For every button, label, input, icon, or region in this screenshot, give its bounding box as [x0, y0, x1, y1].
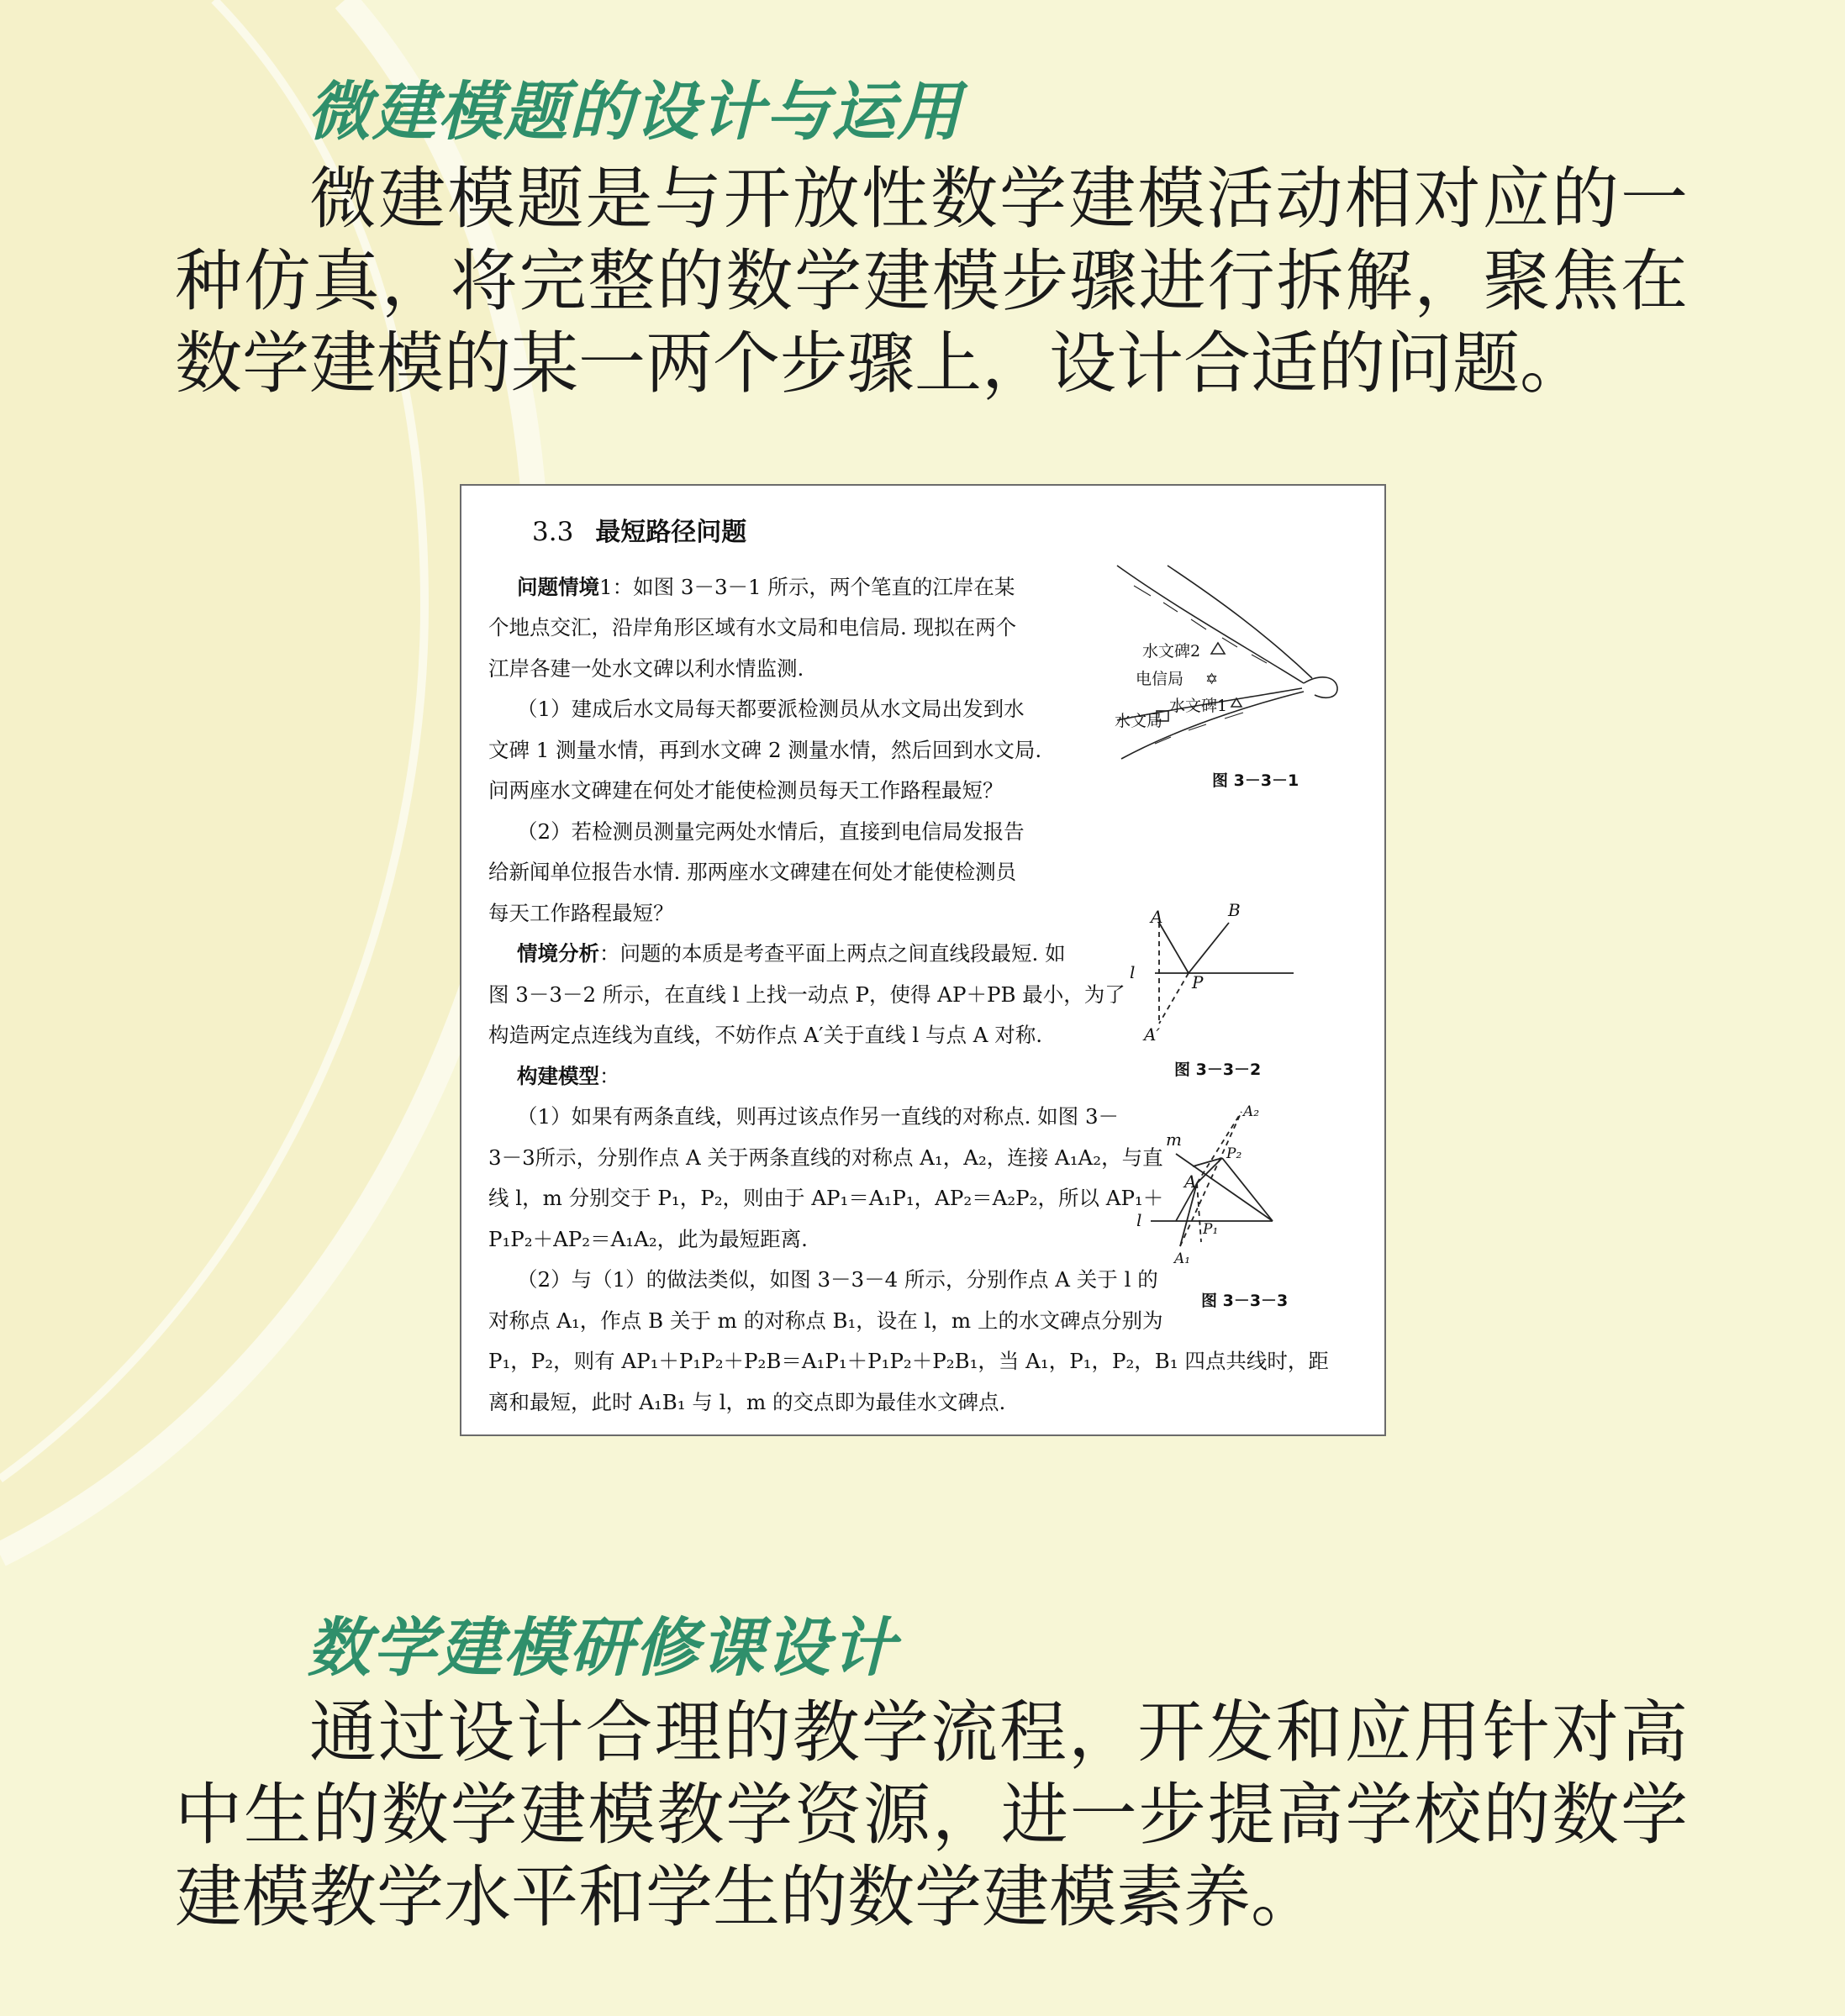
- doc-line: 3－3所示，分别作点 A 关于两条直线的对称点 A₁，A₂，连接 A₁A₂，与直: [488, 1145, 1163, 1170]
- heading-title: 最短路径问题: [595, 518, 747, 547]
- doc-line: 情境分析：问题的本质是考查平面上两点之间直线段最短. 如: [517, 941, 1066, 966]
- section1-title: 微建模题的设计与运用: [307, 74, 962, 149]
- doc-line: 个地点交汇，沿岸角形区域有水文局和电信局. 现拟在两个: [488, 615, 1017, 640]
- fig1-label-shuiwen: 水文局: [1115, 712, 1163, 730]
- doc-line: 每天工作路程最短？: [488, 901, 674, 925]
- section2-body: 通过设计合理的教学流程，开发和应用针对高中生的数学建模教学资源，进一步提高学校的数学建模教学水平和学生的数学建模素养。: [175, 1693, 1688, 1936]
- svg-text:✡: ✡: [1205, 671, 1219, 688]
- svg-text:A₂: A₂: [1243, 1103, 1260, 1120]
- figure-3-3-3: [1134, 1103, 1378, 1330]
- doc-line: （2）与（1）的做法类似，如图 3－3－4 所示，分别作点 A 关于 l 的: [517, 1267, 1158, 1292]
- section1-body: 微建模题是与开放性数学建模活动相对应的一种仿真，将完整的数学建模步骤进行拆解，聚焦在数学建模的某一两个步骤上，设计合适的问题。: [175, 160, 1688, 403]
- doc-line: 图 3－3－2 所示，在直线 l 上找一动点 P，使得 AP＋PB 最小，为了: [488, 982, 1125, 1007]
- doc-line: 线 l，m 分别交于 P₁，P₂，则由于 AP₁＝A₁P₁，AP₂＝A₂P₂，所以 AP₁＋: [488, 1186, 1164, 1210]
- doc-line: 问两座水文碑建在何处才能使检测员每天工作路程最短？: [488, 778, 1004, 803]
- doc-line: 给新闻单位报告水情. 那两座水文碑建在何处才能使检测员: [488, 860, 1017, 884]
- fig1-label-bei1: 水文碑1: [1169, 697, 1228, 715]
- excerpt-heading: [532, 511, 746, 548]
- section2-title: 数学建模研修课设计: [307, 1610, 897, 1685]
- svg-text:A: A: [1151, 907, 1163, 927]
- svg-text:l: l: [1130, 962, 1136, 982]
- fig3-caption: 图 3－3－3: [1201, 1292, 1289, 1310]
- svg-text:m: m: [1166, 1129, 1182, 1150]
- fig1-caption: 图 3－3－1: [1212, 771, 1299, 790]
- doc-line: 问题情境1：如图 3－3－1 所示，两个笔直的江岸在某: [517, 575, 1015, 599]
- svg-text:l: l: [1136, 1210, 1142, 1230]
- doc-line: （2）若检测员测量完两处水情后，直接到电信局发报告: [517, 819, 1025, 844]
- doc-line: （1）如果有两条直线，则再过该点作另一直线的对称点. 如图 3－: [517, 1104, 1120, 1129]
- doc-line: P₁P₂＋AP₂＝A₁A₂，此为最短距离.: [488, 1227, 808, 1251]
- svg-text:A₁: A₁: [1174, 1250, 1191, 1267]
- doc-line: P₁，P₂，则有 AP₁＋P₁P₂＋P₂B＝A₁P₁＋P₁P₂＋P₂B₁，当 A₁，P₁，P₂，B₁ 四点共线时，距: [488, 1349, 1329, 1373]
- svg-text:P₁: P₁: [1203, 1221, 1219, 1238]
- doc-line: 构造两定点连线为直线，不妨作点 A′关于直线 l 与点 A 对称.: [488, 1023, 1043, 1047]
- fig1-label-dianxin: 电信局: [1136, 670, 1184, 688]
- doc-line: 构建模型：: [517, 1064, 620, 1088]
- doc-line: 离和最短，此时 A₁B₁ 与 l，m 的交点即为最佳水文碑点.: [488, 1390, 1006, 1414]
- svg-text:P: P: [1192, 972, 1204, 992]
- textbook-excerpt: [460, 484, 1386, 1436]
- doc-line: （1）建成后水文局每天都要派检测员从水文局出发到水: [517, 697, 1025, 721]
- figure-3-3-1: [1083, 566, 1378, 790]
- doc-line: 文碑 1 测量水情，再到水文碑 2 测量水情，然后回到水文局.: [488, 738, 1042, 762]
- doc-line: 江岸各建一处水文碑以利水情监测.: [488, 656, 804, 681]
- svg-text:B: B: [1228, 900, 1241, 920]
- fig1-label-bei2: 水文碑2: [1142, 642, 1201, 661]
- doc-line: 对称点 A₁，作点 B 关于 m 的对称点 B₁，设在 l，m 上的水文碑点分别为: [488, 1308, 1163, 1333]
- fig2-caption: 图 3－3－2: [1174, 1061, 1262, 1079]
- svg-text:A′: A′: [1144, 1024, 1160, 1045]
- svg-text:P₂: P₂: [1226, 1145, 1242, 1162]
- figure-3-3-2: [1125, 897, 1378, 1079]
- svg-text:A: A: [1184, 1171, 1197, 1192]
- heading-number: 3.3: [532, 517, 574, 547]
